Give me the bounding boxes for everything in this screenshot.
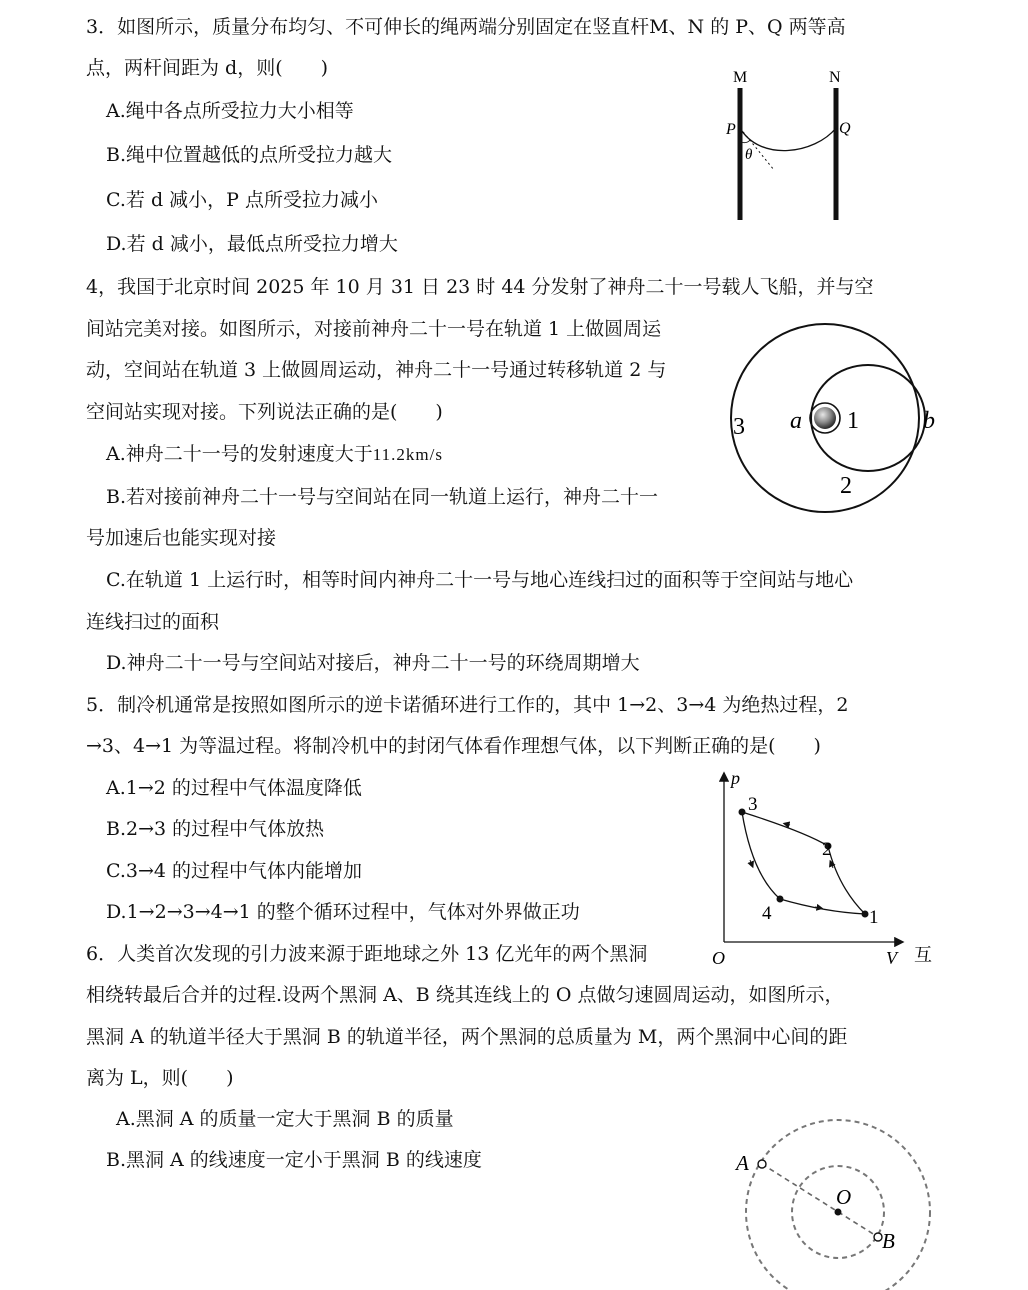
black-hole-a — [758, 1160, 766, 1168]
q5-stem-line1: 5．制冷机通常是按照如图所示的逆卡诺循环进行工作的，其中 1→2、3→4 为绝热过程，2 — [86, 694, 849, 716]
curve-4-1 — [780, 899, 865, 914]
q5-option-d: D.1→2→3→4→1 的整个循环过程中，气体对外界做正功 — [106, 901, 580, 923]
q3-stem-line2: 点，两杆间距为 d，则( ) — [86, 57, 329, 79]
q5-stem-line2: →3、4→1 为等温过程。将制冷机中的封闭气体看作理想气体，以下判断正确的是( ) — [86, 735, 821, 757]
label-m: M — [733, 69, 748, 86]
q6-black-hole-figure — [730, 1120, 950, 1290]
q6-stem-line2: 相绕转最后合并的过程.设两个黑洞 A、B 绕其连线上的 O 点做匀速圆周运动，如图所示， — [86, 984, 844, 1006]
label-b: B — [882, 1229, 895, 1253]
rope-curve — [740, 128, 836, 151]
q4-option-b-line1: B.若对接前神舟二十一号与空间站在同一轨道上运行，神舟二十一 — [106, 486, 659, 508]
arrow-3-2 — [786, 824, 790, 825]
q4-option-a-text: A.神舟二十一号的发射速度大于 — [106, 443, 373, 465]
label-o: O — [836, 1185, 852, 1209]
earth-icon — [814, 407, 836, 429]
q4-option-a — [106, 441, 443, 468]
state-3-dot — [739, 809, 746, 816]
q6-option-a: A.黑洞 A 的质量一定大于黑洞 B 的质量 — [116, 1108, 454, 1130]
label-n: N — [829, 69, 841, 86]
q4-option-b-line2: 号加速后也能实现对接 — [86, 527, 277, 549]
q6-option-b: B.黑洞 A 的线速度一定小于黑洞 B 的线速度 — [106, 1149, 482, 1171]
q4-stem-line3: 动，空间站在轨道 3 上做圆周运动，神舟二十一号通过转移轨道 2 与 — [86, 359, 667, 381]
arrow-3-4 — [750, 860, 752, 865]
q3-option-d: D.若 d 减小，最低点所受拉力增大 — [106, 233, 398, 255]
q5-option-b: B.2→3 的过程中气体放热 — [106, 818, 325, 840]
q4-stem-line2: 间站完美对接。如图所示，对接前神舟二十一号在轨道 1 上做圆周运 — [86, 318, 662, 340]
q3-option-a: A.绳中各点所受拉力大小相等 — [106, 100, 354, 122]
curve-2-1 — [828, 846, 865, 914]
label-q: Q — [839, 120, 851, 137]
label-v-axis: V — [886, 948, 897, 968]
q4-stem-line1: 4，我国于北京时间 2025 年 10 月 31 日 23 时 44 分发射了神舟二十一号载人飞船，并与空 — [86, 276, 874, 298]
q4-option-c-line2: 连线扫过的面积 — [86, 611, 220, 633]
q3-rope-figure — [715, 62, 855, 227]
label-a: A — [736, 1151, 749, 1175]
edge-char: 互 — [914, 945, 932, 965]
q5-pv-figure — [700, 762, 940, 972]
label-orbit-3: 3 — [733, 414, 745, 440]
q3-option-b: B.绳中位置越低的点所受拉力越大 — [106, 144, 393, 166]
label-orbit-2: 2 — [840, 473, 852, 499]
center-o — [835, 1209, 842, 1216]
q4-option-d: D.神舟二十一号与空间站对接后，神舟二十一号的环绕周期增大 — [106, 652, 640, 674]
label-point-a: a — [790, 408, 802, 434]
curve-3-4 — [742, 812, 780, 899]
label-p-axis: p — [731, 768, 740, 788]
q6-stem-line4: 离为 L，则( ) — [86, 1067, 234, 1089]
label-origin: O — [712, 948, 725, 968]
label-orbit-1: 1 — [847, 408, 859, 434]
q3-stem-line1: 3．如图所示，质量分布均匀、不可伸长的绳两端分别固定在竖直杆M、N 的 P、Q 两等高 — [86, 16, 846, 38]
label-state-4: 4 — [762, 903, 772, 924]
label-state-3: 3 — [748, 794, 758, 815]
q4-orbit-figure — [725, 312, 945, 522]
state-1-dot — [862, 911, 869, 918]
label-point-b: b — [923, 408, 935, 434]
q5-option-a: A.1→2 的过程中气体温度降低 — [106, 777, 362, 799]
q6-stem-line1: 6．人类首次发现的引力波来源于距地球之外 13 亿光年的两个黑洞 — [86, 943, 648, 965]
label-p: P — [726, 121, 736, 138]
label-theta: θ — [745, 147, 753, 163]
q4-stem-line4: 空间站实现对接。下列说法正确的是( ) — [86, 401, 443, 423]
state-4-dot — [777, 896, 784, 903]
black-hole-b — [874, 1233, 882, 1241]
label-state-2: 2 — [822, 839, 832, 860]
curve-3-2 — [742, 812, 828, 846]
connecting-line — [762, 1164, 878, 1237]
q5-option-c: C.3→4 的过程中气体内能增加 — [106, 860, 363, 882]
q3-option-c: C.若 d 减小，P 点所受拉力减小 — [106, 189, 378, 211]
label-state-1: 1 — [869, 907, 879, 928]
q4-option-c-line1: C.在轨道 1 上运行时，相等时间内神舟二十一号与地心连线扫过的面积等于空间站与地心 — [106, 569, 854, 591]
q6-stem-line3: 黑洞 A 的轨道半径大于黑洞 B 的轨道半径，两个黑洞的总质量为 M，两个黑洞中心间的距 — [86, 1026, 848, 1048]
q4-option-a-speed: 11.2km/s — [372, 445, 443, 464]
